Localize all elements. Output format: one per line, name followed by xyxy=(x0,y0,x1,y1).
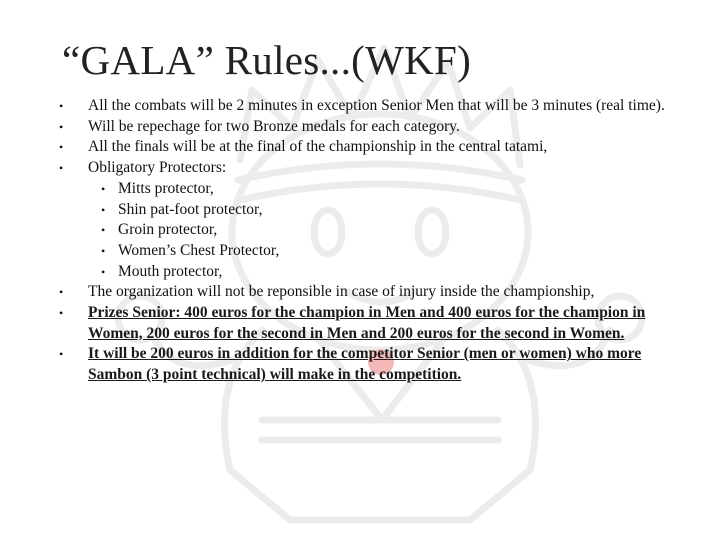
protector-text: Groin protector, xyxy=(118,221,218,239)
bullet-icon: • xyxy=(101,181,106,196)
bullet-icon: • xyxy=(59,347,64,362)
rule-item xyxy=(56,117,676,138)
protector-text: Mouth protector, xyxy=(118,262,223,280)
bullet-icon: • xyxy=(59,306,64,321)
protector-item xyxy=(56,179,676,200)
protector-text: Mitts protector, xyxy=(118,179,214,197)
prizes-text: Prizes Senior: 400 euros for the champion in Men and 400 euros for the champion in Women, 200 euros for the second in Men and 200 euros for the second in Women. xyxy=(88,304,646,342)
protector-item xyxy=(56,220,676,241)
rule-item-prizes xyxy=(56,303,676,344)
protector-item xyxy=(56,200,676,221)
rule-item-sambon-bonus xyxy=(56,344,676,385)
rule-text: All the combats will be 2 minutes in exception Senior Men that will be 3 minutes (real time). xyxy=(88,97,665,114)
rule-item xyxy=(56,96,676,117)
protector-text: Women’s Chest Protector, xyxy=(118,241,280,259)
rule-item xyxy=(56,137,676,158)
rule-text: Will be repechage for two Bronze medals for each category. xyxy=(88,117,460,135)
protector-item xyxy=(56,241,676,262)
bullet-icon: • xyxy=(59,99,64,113)
bullet-icon: • xyxy=(101,264,106,279)
rules-list xyxy=(56,96,676,386)
rule-item xyxy=(56,282,676,303)
bullet-icon: • xyxy=(59,119,64,134)
bullet-icon: • xyxy=(101,202,106,217)
protector-item xyxy=(56,262,676,283)
bullet-icon: • xyxy=(59,161,64,176)
rule-text: Obligatory Protectors: xyxy=(88,159,227,177)
bullet-icon: • xyxy=(101,223,106,238)
sambon-bonus-text: It will be 200 euros in addition for the competitor Senior (men or women) who more Sambon (3 point technical) will make in the competition. xyxy=(88,345,642,384)
bullet-icon: • xyxy=(101,243,106,258)
bullet-icon: • xyxy=(59,285,64,300)
slide-title: “GALA” Rules...(WKF) xyxy=(62,37,472,83)
protector-text: Shin pat-foot protector, xyxy=(118,200,263,218)
rule-text: The organization will not be reponsible in case of injury inside the championship, xyxy=(88,283,595,301)
bullet-icon: • xyxy=(59,140,64,155)
rule-text: All the finals will be at the final of the championship in the central tatami, xyxy=(88,138,548,156)
protectors-sublist xyxy=(56,179,676,283)
rule-item-protectors xyxy=(56,158,676,179)
